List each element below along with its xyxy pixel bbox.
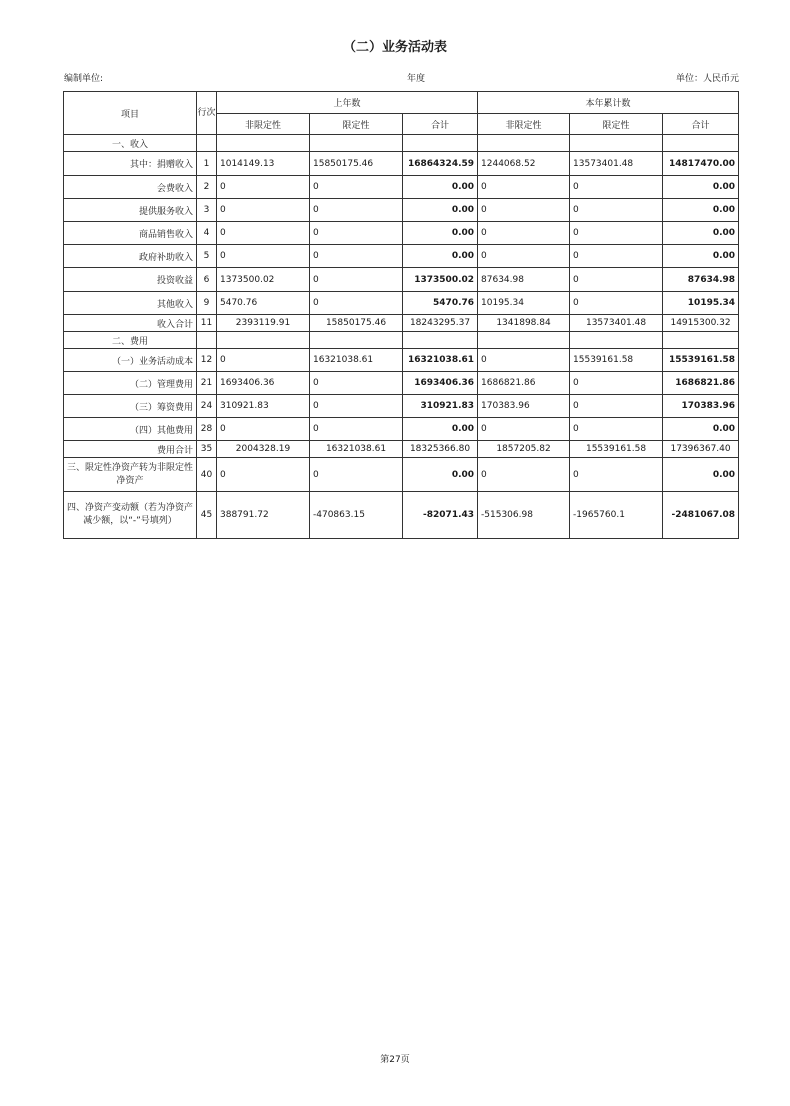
value-cell: 0 [478, 222, 570, 245]
value-cell: 1693406.36 [217, 372, 310, 395]
value-cell: 0 [478, 418, 570, 441]
value-cell: 0 [570, 418, 663, 441]
row-number: 12 [197, 349, 217, 372]
value-cell: 5470.76 [217, 292, 310, 315]
table-row [64, 152, 739, 176]
table-row [64, 315, 739, 332]
value-cell: 0.00 [663, 199, 739, 222]
value-cell: -1965760.1 [570, 492, 663, 539]
header-col: 非限定性 [217, 114, 310, 135]
row-item-label: 三、限定性净资产转为非限定性净资产 [64, 458, 197, 492]
value-cell: -515306.98 [478, 492, 570, 539]
value-cell: 0.00 [403, 199, 478, 222]
row-item-label: 费用合计 [64, 441, 197, 458]
value-cell: 0.00 [403, 418, 478, 441]
value-cell: 15850175.46 [310, 152, 403, 176]
row-item-label: 一、收入 [64, 135, 197, 152]
value-cell: 15539161.58 [663, 349, 739, 372]
row-number: 11 [197, 315, 217, 332]
value-cell: 2393119.91 [217, 315, 310, 332]
value-cell: 0.00 [403, 458, 478, 492]
value-cell: 15850175.46 [310, 315, 403, 332]
value-cell [310, 135, 403, 152]
value-cell: 0 [310, 245, 403, 268]
table-row [64, 395, 739, 418]
value-cell: 1373500.02 [217, 268, 310, 292]
value-cell: 1686821.86 [663, 372, 739, 395]
value-cell: 0 [478, 176, 570, 199]
currency-unit-label: 单位：人民币元 [675, 74, 739, 84]
row-item-label: （二）管理费用 [64, 372, 197, 395]
table-row [64, 135, 739, 152]
row-number [197, 332, 217, 349]
table-row [64, 441, 739, 458]
row-number: 5 [197, 245, 217, 268]
table-row [64, 418, 739, 441]
value-cell: 0 [478, 349, 570, 372]
value-cell [403, 332, 478, 349]
value-cell [217, 332, 310, 349]
value-cell: 87634.98 [663, 268, 739, 292]
value-cell: 310921.83 [403, 395, 478, 418]
value-cell: 1686821.86 [478, 372, 570, 395]
value-cell: 0 [478, 245, 570, 268]
value-cell: 0 [217, 245, 310, 268]
value-cell: 0 [217, 222, 310, 245]
row-item-label: （三）筹资费用 [64, 395, 197, 418]
value-cell: 0 [310, 222, 403, 245]
row-number: 40 [197, 458, 217, 492]
value-cell: -2481067.08 [663, 492, 739, 539]
header-col: 限定性 [310, 114, 403, 135]
value-cell: 170383.96 [478, 395, 570, 418]
value-cell [478, 135, 570, 152]
row-number: 9 [197, 292, 217, 315]
value-cell: 15539161.58 [570, 441, 663, 458]
row-item-label: 商品销售收入 [64, 222, 197, 245]
header-col: 合计 [663, 114, 739, 135]
year-label: 年度 [407, 74, 426, 84]
row-item-label: 政府补助收入 [64, 245, 197, 268]
value-cell: 0 [570, 245, 663, 268]
row-number: 3 [197, 199, 217, 222]
value-cell: 0 [217, 458, 310, 492]
row-item-label: 其他收入 [64, 292, 197, 315]
value-cell [403, 135, 478, 152]
value-cell [217, 135, 310, 152]
row-number: 4 [197, 222, 217, 245]
value-cell: 0 [310, 458, 403, 492]
table-row [64, 372, 739, 395]
value-cell [663, 332, 739, 349]
value-cell: 0 [570, 292, 663, 315]
value-cell: 0 [570, 268, 663, 292]
table-row [64, 222, 739, 245]
row-number: 6 [197, 268, 217, 292]
row-number: 1 [197, 152, 217, 176]
value-cell: 0 [478, 458, 570, 492]
value-cell: 14817470.00 [663, 152, 739, 176]
row-item-label: 其中：捐赠收入 [64, 152, 197, 176]
table-row [64, 268, 739, 292]
value-cell: 0 [217, 349, 310, 372]
value-cell [310, 332, 403, 349]
value-cell: 0 [570, 199, 663, 222]
value-cell: 5470.76 [403, 292, 478, 315]
value-cell: 0 [570, 222, 663, 245]
table-row [64, 245, 739, 268]
value-cell: 0 [217, 418, 310, 441]
value-cell [570, 135, 663, 152]
value-cell: 0 [310, 372, 403, 395]
value-cell: 310921.83 [217, 395, 310, 418]
value-cell: 0 [217, 176, 310, 199]
value-cell: 0 [217, 199, 310, 222]
value-cell: 16321038.61 [403, 349, 478, 372]
row-item-label: （一）业务活动成本 [64, 349, 197, 372]
table-row [64, 199, 739, 222]
header-col: 限定性 [570, 114, 663, 135]
value-cell: 170383.96 [663, 395, 739, 418]
header-col: 合计 [403, 114, 478, 135]
value-cell: 1693406.36 [403, 372, 478, 395]
value-cell: 17396367.40 [663, 441, 739, 458]
table-row [64, 492, 739, 539]
header-col: 非限定性 [478, 114, 570, 135]
row-number: 28 [197, 418, 217, 441]
value-cell: 0 [310, 292, 403, 315]
row-item-label: 四、净资产变动额（若为净资产减少额，以“-”号填列） [64, 492, 197, 539]
row-item-label: 投资收益 [64, 268, 197, 292]
table-row [64, 332, 739, 349]
value-cell: 0.00 [663, 222, 739, 245]
value-cell: 1857205.82 [478, 441, 570, 458]
value-cell: 0 [310, 268, 403, 292]
row-item-label: 二、费用 [64, 332, 197, 349]
value-cell: 0 [310, 199, 403, 222]
table-row [64, 292, 739, 315]
row-number [197, 135, 217, 152]
row-number: 45 [197, 492, 217, 539]
row-item-label: （四）其他费用 [64, 418, 197, 441]
value-cell: 1014149.13 [217, 152, 310, 176]
row-number: 24 [197, 395, 217, 418]
row-number: 21 [197, 372, 217, 395]
table-row [64, 349, 739, 372]
row-item-label: 收入合计 [64, 315, 197, 332]
value-cell: 16321038.61 [310, 441, 403, 458]
value-cell: 18325366.80 [403, 441, 478, 458]
value-cell: 0 [570, 372, 663, 395]
value-cell: 0.00 [663, 458, 739, 492]
activity-table [63, 91, 739, 539]
value-cell: 1373500.02 [403, 268, 478, 292]
header-current-year: 本年累计数 [478, 92, 739, 114]
table-row [64, 176, 739, 199]
value-cell: 0.00 [663, 418, 739, 441]
value-cell: 14915300.32 [663, 315, 739, 332]
value-cell: -470863.15 [310, 492, 403, 539]
header-previous-year: 上年数 [217, 92, 478, 114]
table-row [64, 458, 739, 492]
value-cell: 388791.72 [217, 492, 310, 539]
value-cell: 10195.34 [478, 292, 570, 315]
value-cell: 0 [570, 176, 663, 199]
value-cell: 0 [570, 395, 663, 418]
value-cell: 0 [310, 176, 403, 199]
value-cell: 87634.98 [478, 268, 570, 292]
value-cell: 0 [570, 458, 663, 492]
value-cell: -82071.43 [403, 492, 478, 539]
value-cell [478, 332, 570, 349]
compiling-unit-label: 编制单位: [64, 74, 104, 84]
row-item-label: 提供服务收入 [64, 199, 197, 222]
header-row-number: 行次 [197, 92, 217, 135]
row-item-label: 会费收入 [64, 176, 197, 199]
page-number: 第27页 [380, 1055, 410, 1065]
value-cell: 1341898.84 [478, 315, 570, 332]
value-cell [663, 135, 739, 152]
row-number: 35 [197, 441, 217, 458]
value-cell: 0 [310, 418, 403, 441]
value-cell: 2004328.19 [217, 441, 310, 458]
value-cell: 16321038.61 [310, 349, 403, 372]
value-cell: 10195.34 [663, 292, 739, 315]
value-cell [570, 332, 663, 349]
value-cell: 13573401.48 [570, 152, 663, 176]
value-cell: 0 [478, 199, 570, 222]
value-cell: 0 [310, 395, 403, 418]
value-cell: 16864324.59 [403, 152, 478, 176]
value-cell: 15539161.58 [570, 349, 663, 372]
row-number: 2 [197, 176, 217, 199]
header-item: 项目 [64, 92, 197, 135]
page-title: （二）业务活动表 [342, 40, 447, 55]
value-cell: 0.00 [403, 176, 478, 199]
value-cell: 0.00 [403, 245, 478, 268]
value-cell: 13573401.48 [570, 315, 663, 332]
value-cell: 18243295.37 [403, 315, 478, 332]
value-cell: 0.00 [663, 245, 739, 268]
value-cell: 0.00 [403, 222, 478, 245]
value-cell: 1244068.52 [478, 152, 570, 176]
value-cell: 0.00 [663, 176, 739, 199]
